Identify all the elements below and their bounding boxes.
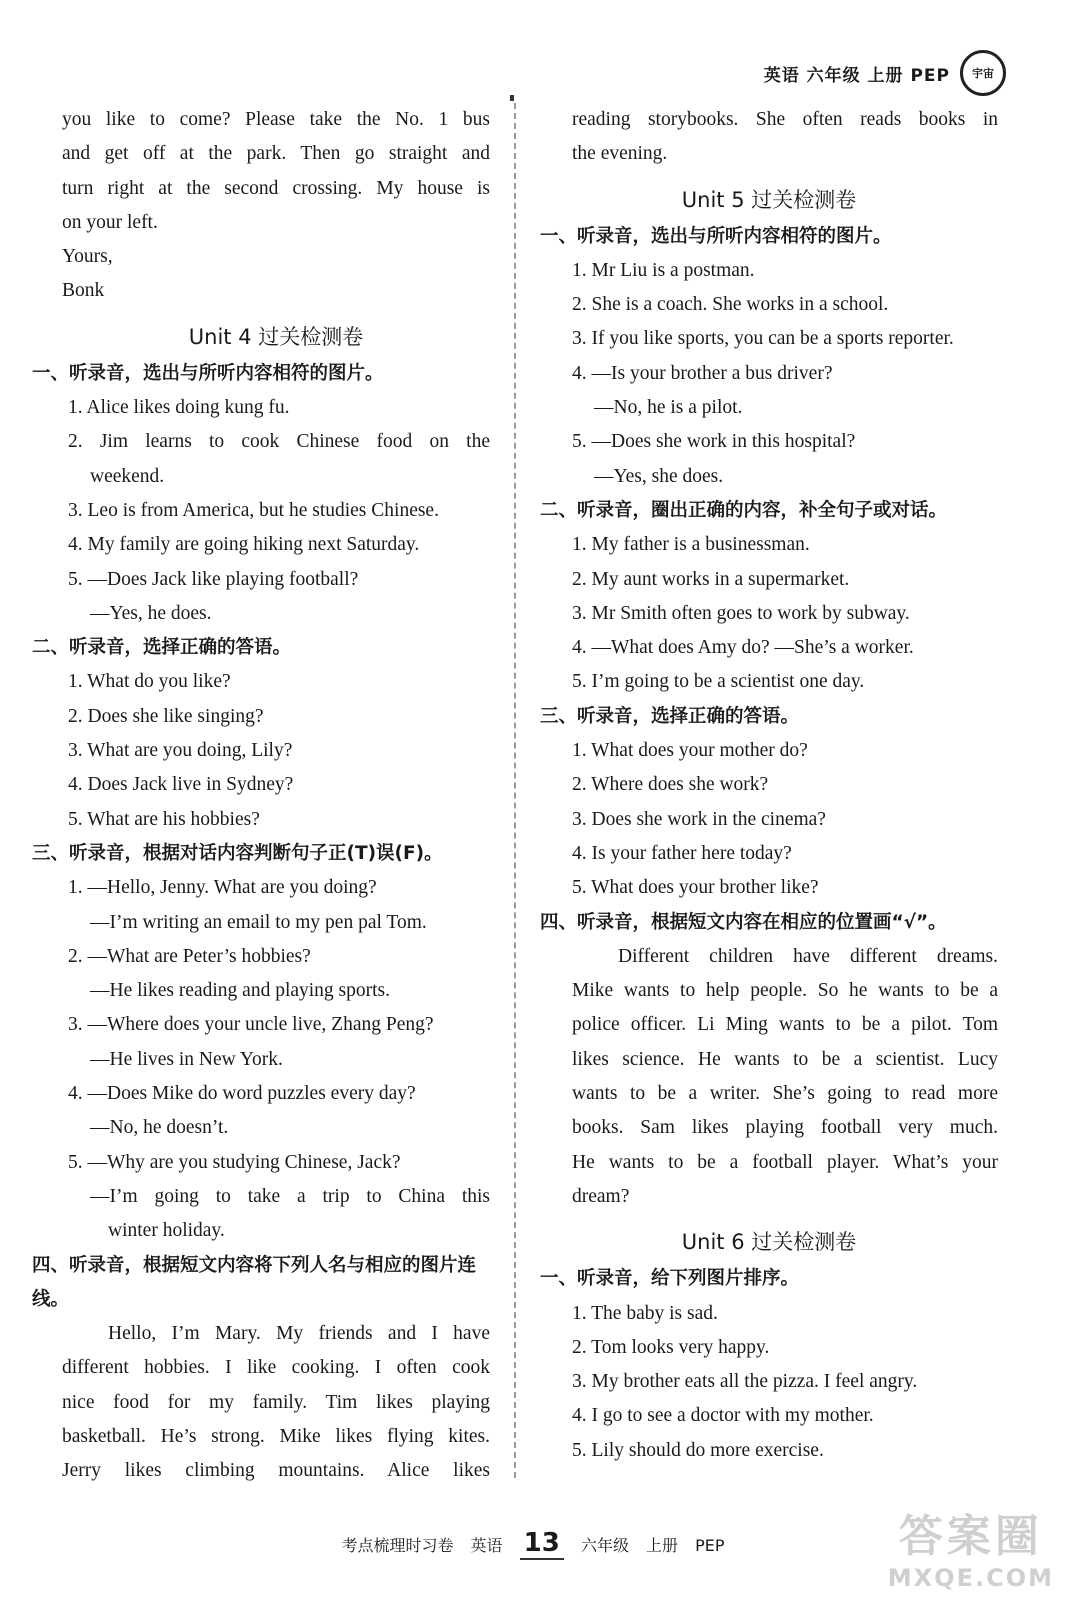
text-line: turn right at the second crossing. My house is	[62, 177, 490, 199]
section-heading: 一、听录音，给下列图片排序。	[540, 1268, 800, 1290]
text-line: Different children have different dreams.	[618, 945, 998, 967]
list-item: 1. The baby is sad.	[572, 1302, 718, 1324]
text-line: on your left.	[62, 211, 158, 233]
text-line: Hello, I’m Mary. My friends and I have	[108, 1323, 490, 1345]
list-item: 4. —Does Mike do word puzzles every day?	[68, 1083, 416, 1105]
list-item: —He lives in New York.	[90, 1048, 283, 1070]
list-item: 3. What are you doing, Lily?	[68, 740, 293, 762]
text-line: wants to be a writer. She’s going to read more	[572, 1083, 998, 1105]
section-heading: 四、听录音，根据短文内容将下列人名与相应的图片连线。	[32, 1254, 477, 1310]
list-item: 4. —What does Amy do? —She’s a worker.	[572, 637, 914, 659]
footer-subject: 英语	[470, 1536, 503, 1555]
list-item: —No, he is a pilot.	[594, 397, 743, 419]
text-line: Mike wants to help people. So he wants to be a	[572, 980, 998, 1002]
list-item: 5. What does your brother like?	[572, 877, 819, 899]
list-item: —I’m writing an email to my pen pal Tom.	[90, 911, 427, 933]
list-item: 3. Mr Smith often goes to work by subway.	[572, 602, 910, 624]
list-item: 2. She is a coach. She works in a school.	[572, 294, 889, 316]
list-item: 5. I’m going to be a scientist one day.	[572, 671, 865, 693]
list-item: 1. What do you like?	[68, 671, 231, 693]
list-item: 4. Does Jack live in Sydney?	[68, 774, 294, 796]
text-line: and get off at the park. Then go straight and	[62, 143, 490, 165]
list-item: —Yes, he does.	[90, 602, 212, 624]
list-item: 5. Lily should do more exercise.	[572, 1439, 824, 1461]
unit5-title: Unit 5 过关检测卷	[681, 187, 857, 212]
footer-grade: 六年级	[580, 1536, 629, 1555]
list-item: 3. If you like sports, you can be a sports reporter.	[572, 328, 954, 350]
list-item: 1. My father is a businessman.	[572, 534, 810, 556]
text-line: books. Sam likes playing football very much.	[572, 1117, 998, 1139]
text-line: Jerry likes climbing mountains. Alice likes	[62, 1460, 490, 1482]
watermark-logo-text: 答案圈	[898, 1511, 1043, 1562]
list-item: —No, he doesn’t.	[90, 1117, 229, 1139]
list-item: 1. Mr Liu is a postman.	[572, 259, 755, 281]
list-item: 2. Does she like singing?	[68, 705, 264, 727]
header-title: 英语 六年级 上册 PEP	[763, 65, 950, 86]
letter-paragraph	[62, 103, 490, 309]
section-heading: 二、听录音，选择正确的答语。	[32, 637, 292, 659]
text-line: likes science. He wants to be a scientist. Lucy	[572, 1048, 998, 1070]
footer-term: 上册	[646, 1536, 679, 1555]
section-heading: 三、听录音，选择正确的答语。	[540, 705, 800, 727]
list-item: 1. What does your mother do?	[572, 740, 808, 762]
list-item: —I’m going to take a trip to China this	[90, 1185, 490, 1207]
text-line: reading storybooks. She often reads books in	[572, 109, 998, 130]
left-column	[32, 103, 490, 1489]
list-item: 5. —Why are you studying Chinese, Jack?	[68, 1151, 401, 1173]
closing-line: Yours,	[62, 246, 113, 268]
text-line: He wants to be a football player. What’s your	[572, 1151, 998, 1173]
list-item: 3. Leo is from America, but he studies Chinese.	[68, 499, 439, 521]
list-item: 3. My brother eats all the pizza. I feel angry.	[572, 1371, 918, 1393]
text-line: you like to come? Please take the No. 1 bus	[62, 109, 490, 130]
list-item: 5. —Does Jack like playing football?	[68, 568, 359, 590]
text-line: the evening.	[572, 143, 668, 165]
list-item: —He likes reading and playing sports.	[90, 980, 391, 1002]
section-heading: 三、听录音，根据对话内容判断句子正(T)误(F)。	[32, 842, 443, 864]
page-number: 13	[520, 1528, 564, 1560]
footer-edition: PEP	[695, 1536, 725, 1555]
section-heading: 一、听录音，选出与所听内容相符的图片。	[32, 362, 384, 384]
section-heading: 一、听录音，选出与所听内容相符的图片。	[540, 225, 892, 247]
list-item: 5. What are his hobbies?	[68, 808, 260, 830]
list-item: 3. —Where does your uncle live, Zhang Peng?	[68, 1014, 434, 1036]
list-item: weekend.	[90, 465, 165, 487]
signature-line: Bonk	[62, 280, 105, 302]
watermark-url: MXQE.COM	[887, 1564, 1054, 1592]
list-item: 1. Alice likes doing kung fu.	[68, 397, 290, 419]
list-item: 3. Does she work in the cinema?	[572, 808, 826, 830]
footer-book-title: 考点梳理时习卷	[341, 1536, 454, 1555]
column-divider	[514, 103, 516, 1478]
list-item: 1. —Hello, Jenny. What are you doing?	[68, 877, 377, 899]
right-column	[540, 103, 998, 1468]
list-item: winter holiday.	[108, 1220, 225, 1242]
list-item: 4. I go to see a doctor with my mother.	[572, 1405, 874, 1427]
text-line: basketball. He’s strong. Mike likes flying kites.	[62, 1425, 490, 1447]
publisher-logo: 宇宙	[960, 50, 1006, 96]
list-item: 4. Is your father here today?	[572, 842, 792, 864]
section-heading: 四、听录音，根据短文内容在相应的位置画“√”。	[540, 911, 947, 933]
text-line: police officer. Li Ming wants to be a pilot. Tom	[572, 1014, 998, 1036]
list-item: 4. My family are going hiking next Saturday.	[68, 534, 420, 556]
list-item: 2. Jim learns to cook Chinese food on the	[68, 431, 490, 453]
list-item: —Yes, she does.	[594, 465, 724, 487]
list-item: 2. Where does she work?	[572, 774, 769, 796]
list-item: 4. —Is your brother a bus driver?	[572, 362, 833, 384]
text-line: dream?	[572, 1185, 630, 1207]
list-item: 2. Tom looks very happy.	[572, 1336, 770, 1358]
text-line: nice food for my family. Tim likes playing	[62, 1391, 490, 1413]
unit6-title: Unit 6 过关检测卷	[681, 1230, 857, 1255]
column-top-mark	[510, 95, 514, 101]
list-item: 2. My aunt works in a supermarket.	[572, 568, 850, 590]
list-item: 2. —What are Peter’s hobbies?	[68, 945, 311, 967]
watermark	[888, 1500, 1054, 1592]
page-header	[764, 50, 1006, 96]
list-item: 5. —Does she work in this hospital?	[572, 431, 856, 453]
text-line: different hobbies. I like cooking. I often cook	[62, 1357, 490, 1379]
section-heading: 二、听录音，圈出正确的内容，补全句子或对话。	[540, 499, 948, 521]
unit4-title: Unit 4 过关检测卷	[188, 324, 364, 349]
